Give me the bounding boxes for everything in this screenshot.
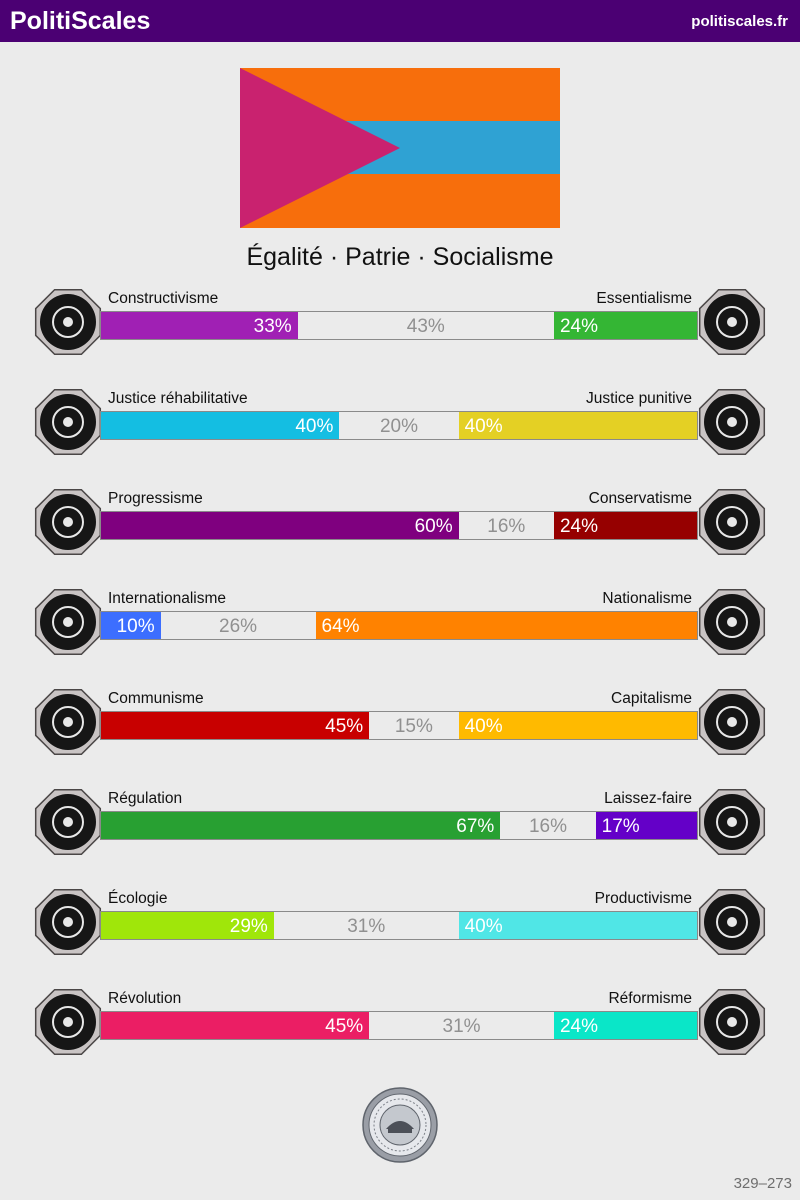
axis-left-segment — [101, 312, 298, 339]
axis-left-value: 60% — [414, 516, 453, 537]
axis-left-segment — [101, 712, 369, 739]
axis-right-segment — [459, 912, 697, 939]
butterfly-icon — [696, 786, 768, 858]
axis-left-value: 10% — [116, 616, 155, 637]
brand-title[interactable]: PolitiScales — [10, 7, 151, 35]
axis-right-segment — [554, 512, 697, 539]
eye-icon — [32, 286, 104, 358]
axis-right-segment — [316, 612, 697, 639]
axis-left-label: Écologie — [108, 890, 168, 907]
axis-row — [0, 483, 800, 583]
axis-middle-segment — [459, 512, 554, 539]
axis-right-value: 40% — [464, 916, 503, 937]
axis-left-value: 67% — [456, 816, 495, 837]
axis-middle-value: 16% — [528, 816, 567, 837]
seal-icon — [362, 1087, 438, 1163]
axis-left-segment — [101, 612, 161, 639]
quill-icon — [696, 486, 768, 558]
flag-slogan: Égalité · Patrie · Socialisme — [246, 243, 554, 271]
header-bar — [0, 0, 800, 42]
axis-left-label: Justice réhabilitative — [108, 390, 248, 407]
axis-right-value: 64% — [321, 616, 360, 637]
axis-middle-value: 31% — [347, 916, 386, 937]
comet-icon — [32, 486, 104, 558]
axis-row — [0, 883, 800, 983]
axis-left-segment — [101, 1012, 369, 1039]
axis-right-label: Justice punitive — [586, 390, 692, 407]
axis-bar — [100, 611, 698, 640]
axis-middle-value: 15% — [394, 716, 433, 737]
prison-bars-icon — [696, 386, 768, 458]
axis-middle-value: 20% — [379, 416, 418, 437]
fist-icon — [32, 986, 104, 1058]
ballot-box-icon — [696, 986, 768, 1058]
axis-right-segment — [596, 812, 697, 839]
axis-left-label: Internationalisme — [108, 590, 227, 607]
axis-left-segment — [101, 412, 339, 439]
axis-bar — [100, 711, 698, 740]
axis-left-label: Constructivisme — [108, 290, 219, 307]
axis-row — [0, 983, 800, 1083]
axis-right-label: Capitalisme — [611, 690, 692, 707]
axis-middle-segment — [161, 612, 316, 639]
axis-middle-segment — [339, 412, 458, 439]
axis-middle-segment — [298, 312, 554, 339]
axis-bar — [100, 911, 698, 940]
hammer-sickle-icon — [32, 686, 104, 758]
axis-right-value: 24% — [559, 516, 598, 537]
axis-left-segment — [101, 912, 274, 939]
axis-right-segment — [459, 712, 697, 739]
axis-right-value: 17% — [601, 816, 640, 837]
axis-right-label: Laissez-faire — [604, 790, 692, 807]
axis-right-segment — [459, 412, 697, 439]
axis-right-segment — [554, 1012, 697, 1039]
axis-row — [0, 683, 800, 783]
axis-bar — [100, 411, 698, 440]
axis-left-label: Progressisme — [108, 490, 203, 507]
axis-left-value: 29% — [229, 916, 268, 937]
axis-right-label: Productivisme — [594, 890, 692, 907]
axis-right-label: Conservatisme — [588, 490, 692, 507]
axis-left-value: 33% — [253, 316, 292, 337]
axis-middle-segment — [369, 1012, 554, 1039]
axis-middle-value: 16% — [487, 516, 526, 537]
axis-middle-segment — [369, 712, 458, 739]
axis-middle-value: 43% — [406, 316, 445, 337]
axis-middle-value: 31% — [442, 1016, 481, 1037]
axis-right-value: 24% — [559, 1016, 598, 1037]
globe-icon — [32, 586, 104, 658]
money-bag-icon — [696, 686, 768, 758]
axis-row — [0, 783, 800, 883]
sprout-icon — [32, 886, 104, 958]
axis-middle-segment — [274, 912, 459, 939]
axis-left-value: 45% — [325, 716, 364, 737]
result-code: 329–273 — [733, 1175, 792, 1192]
flag-icon — [696, 586, 768, 658]
axis-left-label: Communisme — [108, 690, 204, 707]
axis-right-segment — [554, 312, 697, 339]
axis-left-label: Régulation — [108, 790, 183, 807]
axis-left-value: 45% — [325, 1016, 364, 1037]
axis-right-value: 40% — [464, 416, 503, 437]
axis-bar — [100, 811, 698, 840]
gear-icon — [696, 886, 768, 958]
axis-right-label: Réformisme — [608, 990, 692, 1007]
axis-right-value: 40% — [464, 716, 503, 737]
flag-image — [240, 68, 560, 228]
site-link[interactable]: politiscales.fr — [691, 13, 788, 30]
axis-right-value: 24% — [559, 316, 598, 337]
flower-icon — [696, 286, 768, 358]
axis-left-label: Révolution — [108, 990, 182, 1007]
axis-right-label: Essentialisme — [596, 290, 692, 307]
axis-left-segment — [101, 812, 500, 839]
axis-left-value: 40% — [295, 416, 334, 437]
axis-bar — [100, 511, 698, 540]
handshake-icon — [32, 386, 104, 458]
axis-row — [0, 583, 800, 683]
axis-row — [0, 383, 800, 483]
ruler-icon — [32, 786, 104, 858]
axis-right-label: Nationalisme — [602, 590, 692, 607]
axis-middle-segment — [500, 812, 595, 839]
axis-row — [0, 283, 800, 383]
axis-middle-value: 26% — [219, 616, 258, 637]
axis-left-segment — [101, 512, 459, 539]
axis-bar — [100, 311, 698, 340]
axis-bar — [100, 1011, 698, 1040]
